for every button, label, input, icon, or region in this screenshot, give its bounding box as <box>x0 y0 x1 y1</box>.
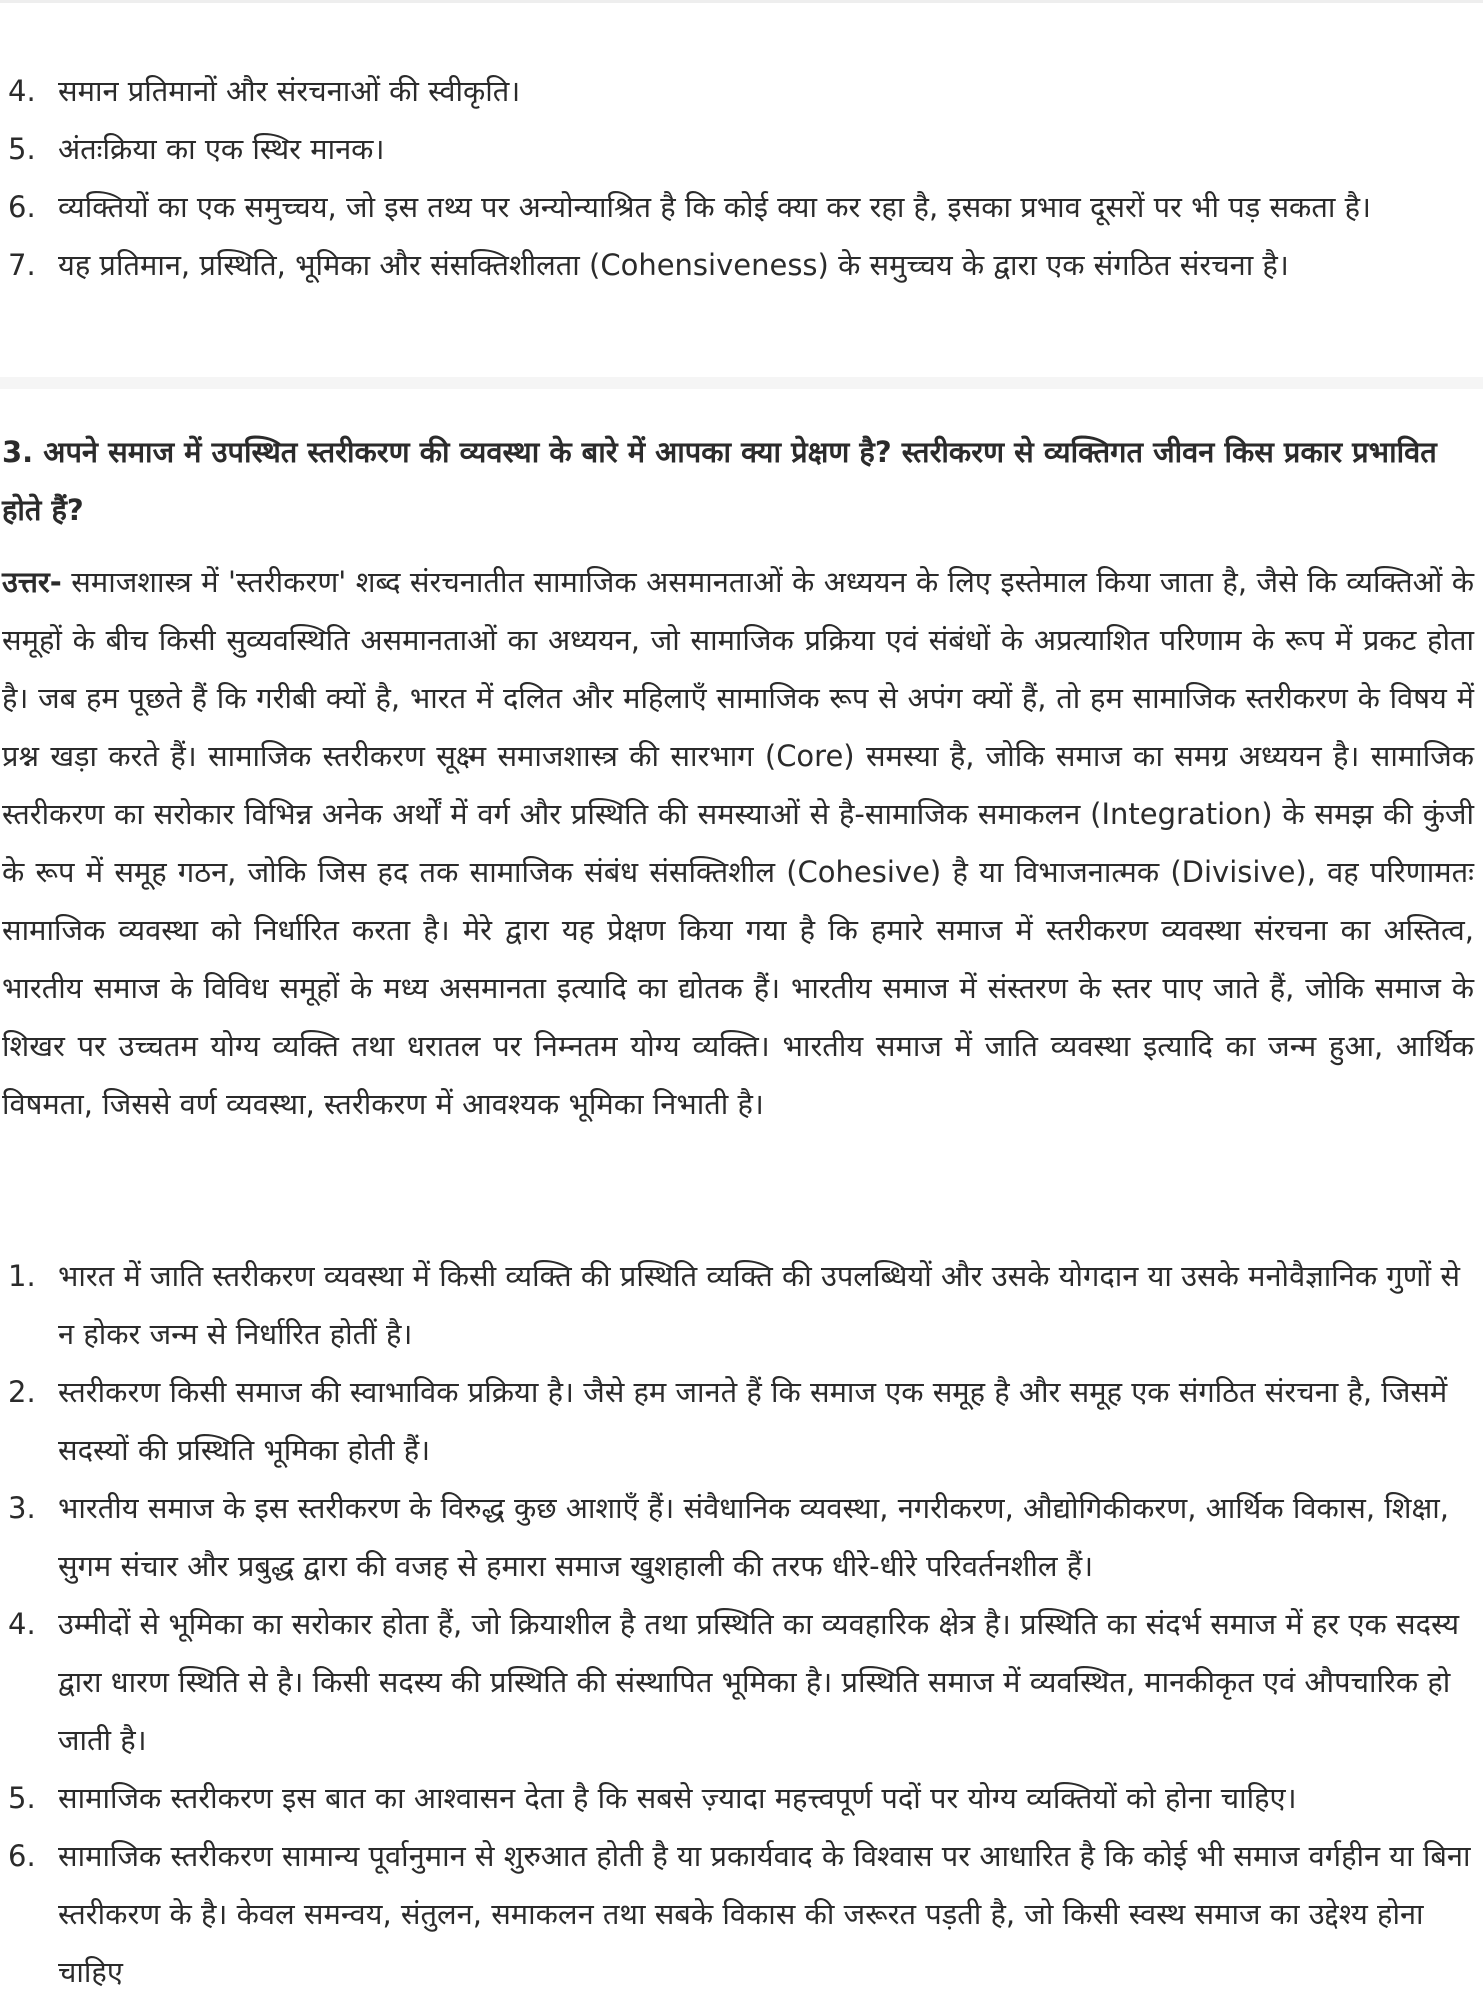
list-bottom <box>0 1247 1483 2001</box>
question-heading: 3. अपने समाज में उपस्थित स्तरीकरण की व्यवस्था के बारे में आपका क्या प्रेक्षण है? स्तरीकरण से व्यक्तिगत जीवन किस प्रकार प्रभावित होते हैं? <box>2 435 1437 527</box>
list-item <box>0 1769 1483 1827</box>
answer-label: उत्तर- <box>2 565 62 599</box>
list-item <box>0 1827 1483 2001</box>
list-item <box>0 178 1483 236</box>
list-item-number: 3. <box>8 1491 36 1525</box>
list-item-text: यह प्रतिमान, प्रस्थिति, भूमिका और संसक्तिशीलता (Cohensiveness) के समुच्चय के द्वारा एक संगठित संरचना है। <box>58 248 1289 282</box>
list-item-number: 4. <box>8 74 36 108</box>
list-item-text: समान प्रतिमानों और संरचनाओं की स्वीकृति। <box>58 74 521 108</box>
list-item-number: 5. <box>8 1781 36 1815</box>
list-item-text: अंतःक्रिया का एक स्थिर मानक। <box>58 132 385 166</box>
list-item <box>0 120 1483 178</box>
list-item-number: 5. <box>8 132 36 166</box>
list-item-text: भारतीय समाज के इस स्तरीकरण के विरुद्ध कुछ आशाएँ हैं। संवैधानिक व्यवस्था, नगरीकरण, औद्योगिकीकरण, आर्थिक विकास, शिक्षा, सुगम संचार और प्रबुद्ध द्वारा की वजह से हमारा समाज खुशहाली की तरफ धीरे-धीरे परिवर्तनशील हैं। <box>58 1491 1450 1583</box>
list-item <box>0 236 1483 294</box>
list-item-text: भारत में जाति स्तरीकरण व्यवस्था में किसी व्यक्ति की प्रस्थिति व्यक्ति की उपलब्धियों और उसके योगदान या उसके मनोवैज्ञानिक गुणों से न होकर जन्म से निर्धारित होतीं है। <box>58 1259 1461 1351</box>
answer-text: समाजशास्त्र में 'स्तरीकरण' शब्द संरचनातीत सामाजिक असमानताओं के अध्ययन के लिए इस्तेमाल किया जाता है, जैसे कि व्यक्तिओं के समूहों के बीच किसी सुव्यवस्थिति असमानताओं का अध्ययन, जो सामाजिक प्रक्रिया एवं संबंधों के अप्रत्याशित परिणाम के रूप में प्रकट होता है। जब हम पूछते हैं कि गरीबी क्यों है, भारत में दलित और महिलाएँ सामाजिक रूप से अपंग क्यों हैं, तो हम सामाजिक स्तरीकरण के विषय में प्रश्न खड़ा करते हैं। सामाजिक स्तरीकरण सूक्ष्म समाजशास्त्र की सारभाग (Core) समस्या है, जोकि समाज का समग्र अध्ययन है। सामाजिक स्तरीकरण का सरोकार विभिन्न अनेक अर्थों में वर्ग और प्रस्थिति की समस्याओं से है-सामाजिक समाकलन (Integration) के समझ की कुंजी के रूप में समूह गठन, जोकि जिस हद तक सामाजिक संबंध संसक्तिशील (Cohesive) है या विभाजनात्मक (Divisive), वह परिणामतः सामाजिक व्यवस्था को निर्धारित करता है। मेरे द्वारा यह प्रेक्षण किया गया है कि हमारे समाज में स्तरीकरण व्यवस्था संरचना का अस्तित्व, भारतीय समाज के विविध समूहों के मध्य असमानता इत्यादि का द्योतक हैं। भारतीय समाज में संस्तरण के स्तर पाए जाते हैं, जोकि समाज के शिखर पर उच्चतम योग्य व्यक्ति तथा धरातल पर निम्नतम योग्य व्यक्ति। भारतीय समाज में जाति व्यवस्था इत्यादि का जन्म हुआ, आर्थिक विषमता, जिससे वर्ण व्यवस्था, स्तरीकरण में आवश्यक भूमिका निभाती है। <box>2 565 1474 1121</box>
section-divider <box>0 377 1483 389</box>
list-item <box>0 1247 1483 1363</box>
list-item <box>0 1595 1483 1769</box>
list-item-number: 7. <box>8 248 36 282</box>
answer-paragraph <box>2 553 1474 1133</box>
list-item-number: 6. <box>8 1839 36 1873</box>
list-item-text: सामाजिक स्तरीकरण सामान्य पूर्वानुमान से शुरुआत होती है या प्रकार्यवाद के विश्वास पर आधारित है कि कोई भी समाज वर्गहीन या बिना स्तरीकरण के है। केवल समन्वय, संतुलन, समाकलन तथा सबके विकास की जरूरत पड़ती है, जो किसी स्वस्थ समाज का उद्देश्य होना चाहिए <box>58 1839 1471 1989</box>
list-item <box>0 1479 1483 1595</box>
list-item-text: व्यक्तियों का एक समुच्चय, जो इस तथ्य पर अन्योन्याश्रित है कि कोई क्या कर रहा है, इसका प्रभाव दूसरों पर भी पड़ सकता है। <box>58 190 1371 224</box>
list-item-number: 1. <box>8 1259 36 1293</box>
list-top <box>0 62 1483 294</box>
list-item <box>0 62 1483 120</box>
list-item <box>0 1363 1483 1479</box>
list-item-text: स्तरीकरण किसी समाज की स्वाभाविक प्रक्रिया है। जैसे हम जानते हैं कि समाज एक समूह है और समूह एक संगठित संरचना है, जिसमें सदस्यों की प्रस्थिति भूमिका होती हैं। <box>58 1375 1448 1467</box>
list-item-text: उम्मीदों से भूमिका का सरोकार होता हैं, जो क्रियाशील है तथा प्रस्थिति का व्यवहारिक क्षेत्र है। प्रस्थिति का संदर्भ समाज में हर एक सदस्य द्वारा धारण स्थिति से है। किसी सदस्य की प्रस्थिति की संस्थापित भूमिका है। प्रस्थिति समाज में व्यवस्थित, मानकीकृत एवं औपचारिक हो जाती है। <box>58 1607 1460 1757</box>
list-item-text: सामाजिक स्तरीकरण इस बात का आश्वासन देता है कि सबसे ज़्यादा महत्त्वपूर्ण पदों पर योग्य व्यक्तियों को होना चाहिए। <box>58 1781 1297 1815</box>
list-item-number: 6. <box>8 190 36 224</box>
top-divider <box>0 0 1483 3</box>
list-item-number: 2. <box>8 1375 36 1409</box>
list-item-number: 4. <box>8 1607 36 1641</box>
